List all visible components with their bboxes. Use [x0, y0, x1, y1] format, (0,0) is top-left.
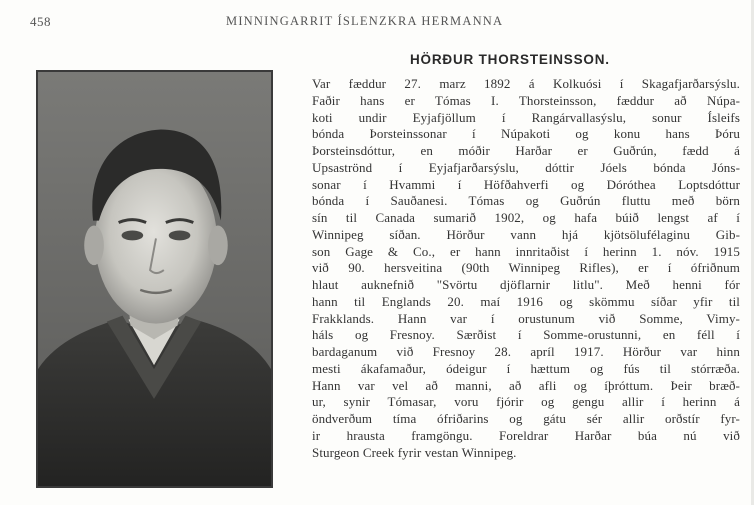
biography-text — [312, 76, 740, 461]
page-number: 458 — [30, 14, 51, 29]
book-title: MINNINGARRIT ÍSLENZKRA HERMANNA — [226, 14, 504, 28]
bio-line: Upsaströnd í Eyjafjarðarsýslu, dóttir Jóels bónda Jóns- — [312, 159, 740, 175]
bio-line: bónda í Sauðanesi. Tómas og Guðrún fluttu með börn — [312, 193, 740, 209]
bio-line: Faðir hans er Tómas I. Thorsteinsson, fæddur að Núpa- — [312, 92, 740, 108]
bio-line: Var fæddur 27. marz 1892 á Kolkuósi í Skagafjarðarsýslu. — [312, 76, 740, 91]
portrait-photo — [36, 70, 273, 488]
bio-line: ur, synir Tómasar, voru fjórir og gengu allir í herinn á — [312, 394, 740, 410]
bio-line: koti undir Eyjafjöllum í Rangárvallasýslu, sonur Ísleifs — [312, 109, 740, 125]
bio-line: hlaut auknefnið "Svörtu djöflarnir litlu". Með henni fór — [312, 277, 740, 292]
bio-line: Winnipeg síðan. Hörður vann hjá kjötsölufélaginu Gib- — [312, 226, 740, 242]
bio-line: ir hrausta framgöngu. Foreldrar Harðar búa nú við — [312, 427, 740, 443]
bio-line: öndverðum tíma ófriðarins og gátu sér allir orðstír fyr- — [312, 411, 740, 426]
bio-line: háls og Fresnoy. Særðist í Somme-orustunni, en féll í — [312, 327, 740, 343]
bio-line: sín til Canada sumarið 1902, og hafa búið lengst af í — [312, 210, 740, 225]
portrait-image — [38, 72, 271, 486]
bio-line: bardaganum við Fresnoy 28. apríl 1917. Hörður var hinn — [312, 344, 740, 359]
bio-line: bónda Þorsteinssonar í Núpakoti og konu hans Þóru — [312, 126, 740, 142]
bio-line: hann til Englands 20. maí 1916 og skömmu síðar yfir til — [312, 293, 740, 309]
bio-line: mesti ákafamaður, ódeigur í hættum og fús til stórræða. — [312, 360, 740, 376]
bio-line: við 90. hersveitina (90th Winnipeg Rifles), er í ófriðnum — [312, 260, 740, 276]
running-header — [30, 14, 740, 32]
bio-line: son Gage & Co., er hann innritaðist í herinn 1. nóv. 1915 — [312, 243, 740, 259]
bio-line: Sturgeon Creek fyrir vestan Winnipeg. — [312, 444, 517, 460]
bio-line: Hann var vel að manni, að afli og íþróttum. Þeir bræð- — [312, 377, 740, 393]
bio-line: sonar í Hvammi í Höfðahverfi og Dóróthea Loptsdóttur — [312, 176, 740, 192]
bio-line: Þorsteinsdóttur, en móðir Harðar er Guðrún, fædd á — [312, 143, 740, 158]
bio-line: Frakklands. Hann var í orustunum við Somme, Vimy- — [312, 310, 740, 326]
article-title: HÖRÐUR THORSTEINSSON. — [410, 52, 610, 67]
